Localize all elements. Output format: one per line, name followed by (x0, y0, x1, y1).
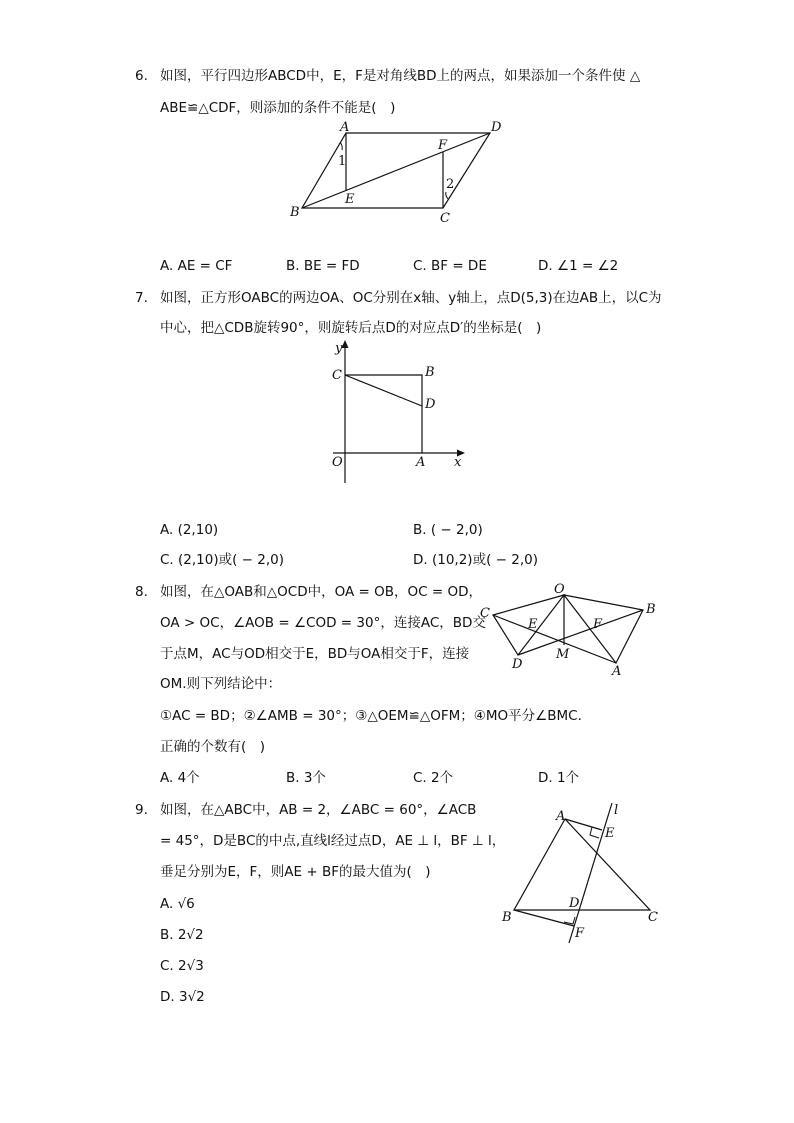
label-A: A (556, 809, 566, 824)
option-c[interactable]: C. (2,10)或( − 2,0) (160, 552, 284, 568)
option-a[interactable]: A. AE = CF (160, 258, 233, 274)
question-number: 7. (135, 290, 148, 306)
question-text-line: 如图，在△ABC中，AB = 2，∠ABC = 60°，∠ACB (160, 802, 477, 818)
label-E: E (345, 192, 355, 207)
option-b[interactable]: B. 3个 (286, 770, 326, 786)
label-angle-1: 1 (338, 154, 347, 169)
label-B: B (425, 365, 435, 380)
label-B: B (646, 602, 656, 617)
question-text-line: OM.则下列结论中： (160, 676, 282, 692)
label-F: F (593, 617, 603, 632)
label-C: C (440, 211, 450, 226)
option-a[interactable]: A. √6 (160, 896, 195, 912)
question-text-line: ①AC = BD；②∠AMB = 30°；③△OEM≌△OFM；④MO平分∠BMC． (160, 708, 592, 724)
option-b[interactable]: B. BE = FD (286, 258, 360, 274)
label-D: D (569, 896, 580, 911)
label-M: M (556, 647, 570, 662)
option-c[interactable]: C. BF = DE (413, 258, 487, 274)
question-text-line: 如图，平行四边形ABCD中，E，F是对角线BD上的两点，如果添加一个条件使 △ (160, 68, 641, 84)
label-y-axis: y (335, 341, 343, 356)
question-number: 8. (135, 584, 148, 600)
label-C: C (332, 368, 342, 383)
parallelogram-figure (280, 115, 520, 225)
option-d[interactable]: D. ∠1 = ∠2 (538, 258, 619, 274)
label-A: A (416, 455, 426, 470)
question-text-line: 于点M，AC与OD相交于E，BD与OA相交于F，连接 (160, 646, 470, 662)
label-D: D (512, 657, 523, 672)
coordinate-figure (325, 338, 470, 486)
label-x-axis: x (454, 455, 462, 470)
option-d[interactable]: D. 3√2 (160, 989, 205, 1005)
option-d[interactable]: D. 1个 (538, 770, 580, 786)
question-text-line: ABE≌△CDF，则添加的条件不能是( ) (160, 100, 396, 116)
option-d[interactable]: D. (10,2)或( − 2,0) (413, 552, 538, 568)
question-number: 6. (135, 68, 148, 84)
option-c[interactable]: C. 2个 (413, 770, 454, 786)
label-angle-2: 2 (446, 177, 455, 192)
question-text-line: = 45°，D是BC的中点,直线l经过点D，AE ⊥ l，BF ⊥ l， (160, 833, 506, 849)
option-c[interactable]: C. 2√3 (160, 958, 204, 974)
label-A: A (340, 120, 350, 135)
option-a[interactable]: A. (2,10) (160, 522, 219, 538)
option-b[interactable]: B. ( − 2,0) (413, 522, 483, 538)
label-O: O (332, 455, 343, 470)
triangle-line-figure (498, 800, 668, 948)
label-O: O (554, 582, 565, 597)
label-E: E (528, 617, 538, 632)
question-text-line: 正确的个数有( ) (160, 739, 266, 755)
label-B: B (290, 205, 300, 220)
label-B: B (502, 910, 512, 925)
option-a[interactable]: A. 4个 (160, 770, 200, 786)
triangles-figure (478, 580, 663, 680)
question-text-line: 中心，把△CDB旋转90°，则旋转后点D的对应点D′的坐标是( ) (160, 320, 542, 336)
label-D: D (491, 120, 502, 135)
label-l: l (614, 803, 619, 818)
label-F: F (575, 926, 585, 941)
question-text-line: OA > OC，∠AOB = ∠COD = 30°，连接AC，BD交 (160, 615, 486, 631)
question-text-line: 如图，在△OAB和△OCD中，OA = OB，OC = OD， (160, 584, 482, 600)
label-A: A (612, 664, 622, 679)
label-D: D (425, 397, 436, 412)
label-C: C (648, 910, 658, 925)
label-C: C (480, 606, 490, 621)
question-number: 9. (135, 802, 148, 818)
label-E: E (605, 826, 615, 841)
question-text-line: 如图，正方形OABC的两边OA、OC分别在x轴、y轴上，点D(5,3)在边AB上，以C为 (160, 290, 662, 306)
question-text-line: 垂足分别为E，F，则AE + BF的最大值为( ) (160, 864, 431, 880)
label-F: F (438, 138, 448, 153)
option-b[interactable]: B. 2√2 (160, 927, 204, 943)
